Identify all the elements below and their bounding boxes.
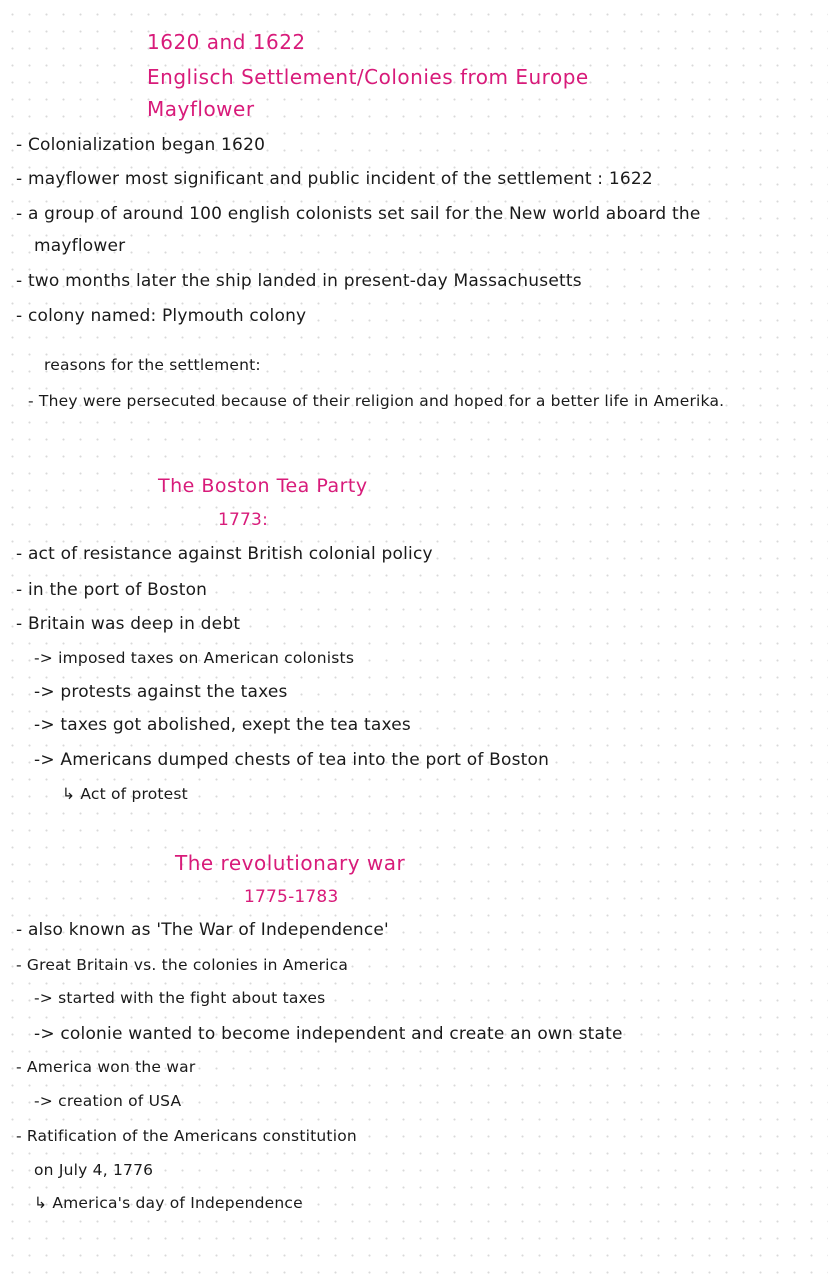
bullet-colonists-sail-cont: mayflower: [34, 236, 126, 256]
boston-tea-party-year: 1773:: [218, 510, 268, 530]
war-line-america-won: - America won the war: [16, 1058, 196, 1076]
war-line-independence-day: ↳ America's day of Independence: [34, 1194, 303, 1212]
war-line-fight-taxes: -> started with the fight about taxes: [34, 989, 326, 1007]
bullet-colony-named: - colony named: Plymouth colony: [16, 306, 307, 326]
boston-tea-party-title: The Boston Tea Party: [158, 475, 368, 497]
reasons-text: - They were persecuted because of their religion and hoped for a better life in Amerika.: [28, 392, 725, 410]
war-line-july-4: on July 4, 1776: [34, 1161, 154, 1179]
heading-settlement: Englisch Settlement/Colonies from Europe: [147, 65, 589, 89]
heading-years: 1620 and 1622: [147, 30, 306, 54]
reasons-label: reasons for the settlement:: [44, 356, 261, 374]
bullet-mayflower-incident: - mayflower most significant and public incident of the settlement : 1622: [16, 169, 653, 189]
war-line-great-britain: - Great Britain vs. the colonies in America: [16, 956, 349, 974]
tea-party-line-act-of-protest: ↳ Act of protest: [62, 785, 188, 803]
war-line-known-as: - also known as 'The War of Independence': [16, 920, 389, 940]
war-line-independent: -> colonie wanted to become independent and create an own state: [34, 1024, 623, 1044]
tea-party-line-resistance: - act of resistance against British colonial policy: [16, 544, 433, 564]
heading-mayflower: Mayflower: [147, 97, 255, 121]
tea-party-line-abolished: -> taxes got abolished, exept the tea taxes: [34, 715, 411, 735]
tea-party-line-dumped: -> Americans dumped chests of tea into the port of Boston: [34, 750, 550, 770]
tea-party-line-protests: -> protests against the taxes: [34, 682, 288, 702]
bullet-ship-landed: - two months later the ship landed in present-day Massachusetts: [16, 271, 582, 291]
revolutionary-war-years: 1775-1783: [244, 887, 339, 907]
bullet-colonialization: - Colonialization began 1620: [16, 135, 266, 155]
tea-party-line-taxes-imposed: -> imposed taxes on American colonists: [34, 649, 355, 667]
revolutionary-war-title: The revolutionary war: [175, 851, 406, 875]
tea-party-line-debt: - Britain was deep in debt: [16, 614, 241, 634]
tea-party-line-port: - in the port of Boston: [16, 580, 208, 600]
war-line-ratification: - Ratification of the Americans constitution: [16, 1127, 357, 1145]
war-line-creation-usa: -> creation of USA: [34, 1092, 182, 1110]
bullet-colonists-sail: - a group of around 100 english colonists set sail for the New world aboard the: [16, 204, 701, 224]
